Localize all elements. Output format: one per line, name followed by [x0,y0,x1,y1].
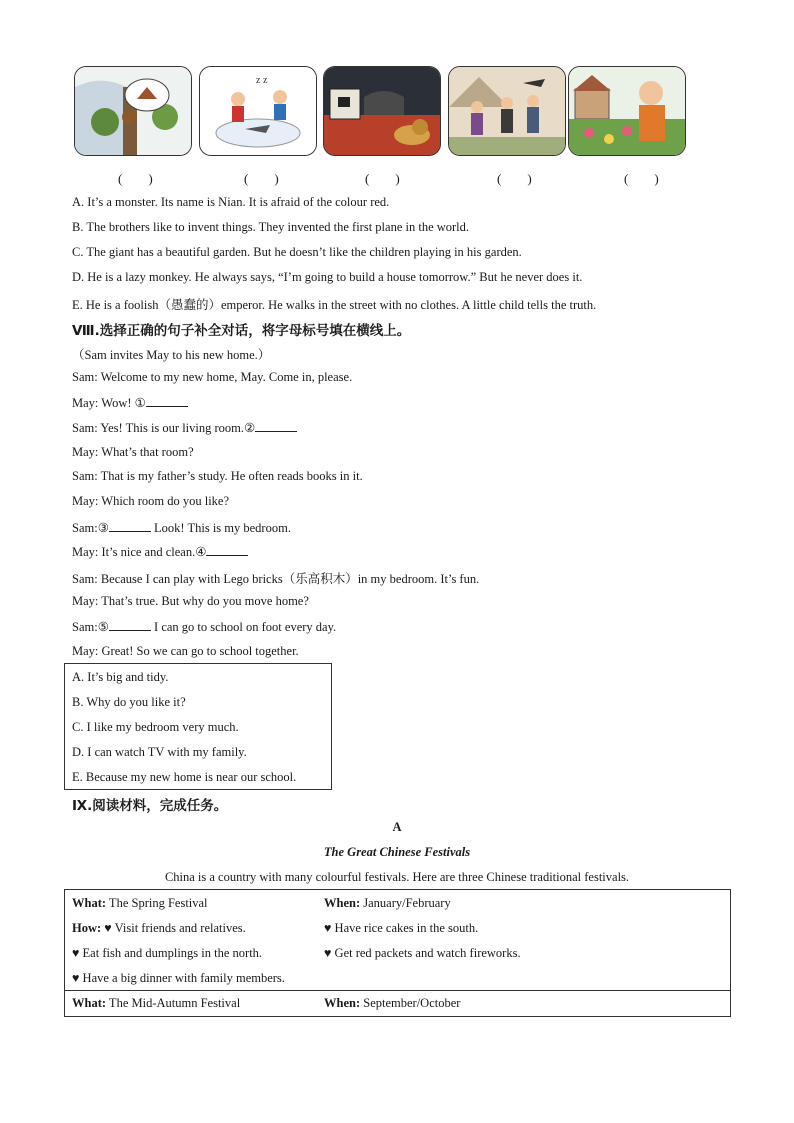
custom-item: ♥ Visit friends and relatives. [104,921,246,935]
dialogue-line-3 [72,420,297,436]
answer-blank-1[interactable] [146,395,188,407]
match-option-e: E. He is a foolish（愚蠢的）emperor. He walks in the street with no clothes. A little child tells the truth. [72,298,597,312]
article-intro: China is a country with many colourful festivals. Here are three Chinese traditional festivals. [164,870,630,884]
dialogue-line-11 [72,619,336,635]
brothers-plane-picture [199,66,317,156]
dialogue-line-6 [72,494,229,509]
midautumn-what [72,996,240,1011]
answer-paren-2[interactable]: ( ) [244,171,279,186]
answer-blank-4[interactable] [206,544,248,556]
dialogue-option-b: B. Why do you like it? [72,695,186,709]
dialogue-text: May: Which room do you like? [72,494,230,508]
dialogue-option-d: D. I can watch TV with my family. [72,745,247,759]
spring-how-1 [72,921,246,936]
table-divider [65,990,730,991]
giant-garden-picture [568,66,686,156]
spring-how-4: ♥ Get red packets and watch fireworks. [324,946,521,960]
dialogue-line-7 [72,520,291,536]
match-option-a: A. It’s a monster. Its name is Nian. It is afraid of the colour red. [72,195,390,209]
when-label: When: [324,996,361,1010]
answer-paren-4[interactable]: ( ) [497,171,532,186]
dialogue-line-5 [72,469,363,484]
when-label: When: [324,896,361,910]
dialogue-line-2 [72,395,188,411]
dialogue-text: May: Wow! ① [72,396,146,410]
answer-blank-3[interactable] [109,520,151,532]
dialogue-line-4 [72,445,194,460]
monkey-tree-illustration [75,67,191,155]
dialogue-text: May: That’s true. But why do you move home? [72,594,309,608]
answer-paren-1[interactable]: ( ) [118,171,153,186]
match-option-b: B. The brothers like to invent things. They invented the first plane in the world. [72,220,470,234]
dialogue-option-c: C. I like my bedroom very much. [72,720,239,734]
answer-paren-3[interactable]: ( ) [365,171,400,186]
spring-how-5: ♥ Have a big dinner with family members. [72,971,285,985]
dialogue-text: Sam: Because I can play with Lego bricks（乐高积木）in my bedroom. It’s fun. [72,572,480,586]
dialogue-text: Sam: Yes! This is our living room.② [72,421,256,435]
what-value: The Mid-Autumn Festival [106,996,241,1010]
spring-what [72,896,208,911]
dialogue-text: Sam:⑤ [72,620,109,634]
dialogue-text: May: It’s nice and clean.④ [72,545,207,559]
match-option-c: C. The giant has a beautiful garden. But he doesn’t like the children playing in his garden. [72,245,522,259]
when-value: January/February [360,896,451,910]
what-value: The Spring Festival [106,896,208,910]
dialogue-line-1 [72,370,352,385]
part-label: A [392,820,402,834]
spring-how-2: ♥ Have rice cakes in the south. [324,921,479,935]
answer-blank-2[interactable] [255,420,297,432]
section-9-title: Ⅸ.阅读材料，完成任务。 [72,798,228,814]
dialogue-text: Sam: That is my father’s study. He often reads books in it. [72,469,363,483]
dialogue-line-12 [72,644,299,659]
midautumn-when [324,996,460,1011]
brothers-plane-illustration [200,67,316,155]
dialogue-text: Sam:③ [72,521,109,535]
match-option-d: D. He is a lazy monkey. He always says, “I’m going to build a house tomorrow.” But he never does it. [72,270,583,284]
festival-table [64,889,731,1017]
monkey-tree-picture [74,66,192,156]
emperor-street-picture [448,66,566,156]
dialogue-text: May: Great! So we can go to school together. [72,644,299,658]
how-label: How: [72,921,102,935]
article-title: The Great Chinese Festivals [323,845,471,859]
nian-monster-picture [323,66,441,156]
what-label: What: [72,896,107,910]
nian-monster-illustration [324,67,440,155]
dialogue-text: May: What’s that room? [72,445,194,459]
dialogue-text: I can go to school on foot every day. [150,620,337,634]
when-value: September/October [360,996,461,1010]
answer-paren-5[interactable]: ( ) [624,171,659,186]
emperor-street-illustration [449,67,565,155]
dialogue-line-10 [72,594,309,609]
dialogue-option-a: A. It’s big and tidy. [72,670,169,684]
answer-blank-5[interactable] [109,619,151,631]
spring-how-3: ♥ Eat fish and dumplings in the north. [72,946,263,960]
giant-garden-illustration [569,67,685,155]
dialogue-line-8 [72,544,248,560]
dialogue-text: Sam: Welcome to my new home, May. Come in, please. [72,370,353,384]
picture-strip [74,66,686,158]
section-8-title: Ⅷ.选择正确的句子补全对话，将字母标号填在横线上。 [72,323,411,339]
dialogue-line-9 [72,569,479,587]
dialogue-option-e: E. Because my new home is near our school. [72,770,297,784]
svg-text:z z: z z [256,75,268,86]
dialogue-text: Look! This is my bedroom. [150,521,291,535]
dialogue-intro: （Sam invites May to his new home.） [72,348,271,362]
spring-when [324,896,451,911]
what-label: What: [72,996,107,1010]
